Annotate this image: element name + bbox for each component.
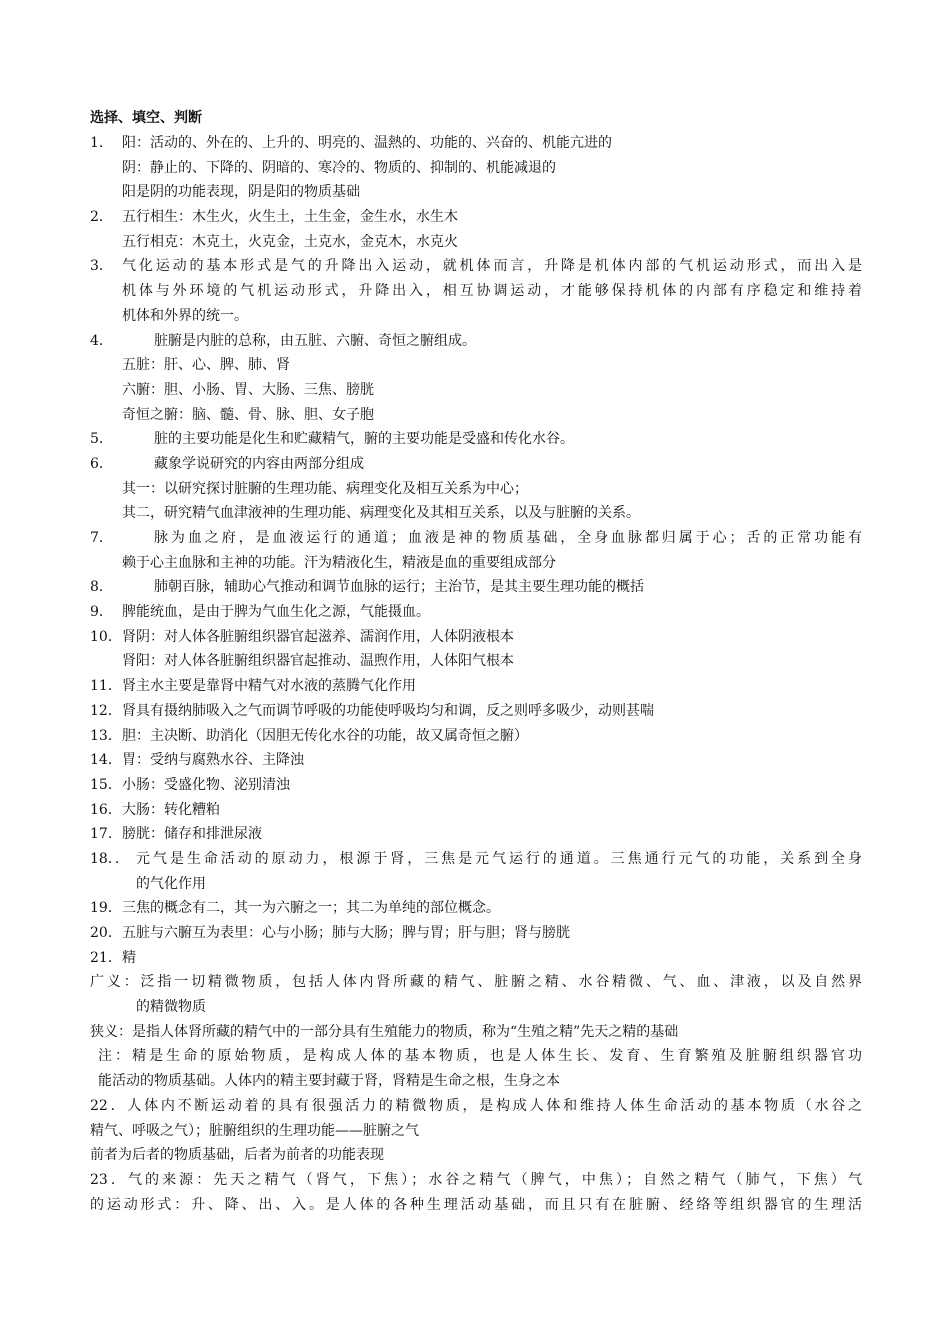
text-line (90, 970, 862, 995)
item-number: 2． (90, 209, 113, 226)
line-text: 胃：受纳与腐熟水谷、主降浊 (122, 752, 304, 769)
text-line (90, 1094, 862, 1119)
line-text: 的运动形式：升、降、出、入。是人体的各种生理活动基础，而且只有在脏腑、经络等组织器官的生理活 (90, 1196, 862, 1213)
line-text: 脉为血之府，是血液运行的通道；血液是神的物质基础，全身血脉都归属于心；舌的正常功能有 (154, 530, 862, 546)
text-line (90, 872, 862, 897)
text-line (90, 180, 862, 205)
text-line (90, 921, 862, 946)
text-line (90, 946, 862, 971)
line-text: 肾具有摄纳肺吸入之气而调节呼吸的功能使呼吸均匀和调，反之则呼多吸少，动则甚喘 (122, 702, 654, 719)
line-text: 机体和外界的统一。 (122, 307, 248, 324)
line-text: 膀胱：储存和排泄尿液 (122, 826, 262, 843)
text-line (90, 575, 862, 600)
line-text: 其一：以研究探讨脏腑的生理功能、病理变化及相互关系为中心； (122, 480, 528, 497)
text-line (90, 304, 862, 329)
item-number: 17． (90, 826, 122, 843)
text-line (90, 131, 862, 156)
line-text: 的精微物质 (136, 999, 206, 1016)
line-text: 胆：主决断、助消化（因胆无传化水谷的功能，故又属奇恒之腑） (122, 727, 528, 744)
line-text: 广义：泛指一切精微物质，包括人体内肾所藏的精气、脏腑之精、水谷精微、气、血、津液，以及自然界 (90, 974, 862, 991)
line-text: 脏腑是内脏的总称，由五脏、六腑、奇恒之腑组成。 (154, 332, 476, 349)
text-line (90, 1044, 862, 1069)
line-text: 机体与外环境的气机运动形式，升降出入，相互协调运动，才能够保持机体的内部有序稳定和维持着 (122, 283, 862, 300)
item-number: 14． (90, 752, 122, 769)
item-number: 3． (90, 258, 113, 275)
text-line (90, 822, 862, 847)
line-text: 气化运动的基本形式是气的升降出入运动，就机体而言，升降是机体内部的气机运动形式，而出入是 (122, 258, 862, 275)
line-text: 三焦的概念有二，其一为六腑之一；其二为单纯的部位概念。 (122, 900, 500, 917)
text-line (90, 378, 862, 403)
item-number: 12． (90, 702, 122, 719)
text-line (90, 1020, 862, 1045)
text-line (90, 329, 862, 354)
item-number: 15． (90, 776, 122, 793)
text-line (90, 254, 862, 279)
item-number: 6． (90, 455, 113, 472)
text-line (90, 724, 862, 749)
item-number: 11． (90, 678, 122, 695)
text-line (90, 551, 862, 576)
item-number: 1． (90, 135, 113, 151)
text-line (90, 625, 862, 650)
text-line (90, 526, 862, 551)
line-text: 阴：静止的、下降的、阴暗的、寒冷的、物质的、抑制的、机能减退的 (122, 159, 556, 176)
text-line (90, 674, 862, 699)
text-line (90, 748, 862, 773)
item-number: 4． (90, 332, 113, 349)
text-line (90, 847, 862, 872)
line-text: 五行相生：木生火，火生土，土生金，金生水，水生木 (122, 209, 458, 226)
text-line (90, 649, 862, 674)
line-text: 藏象学说研究的内容由两部分组成 (154, 455, 364, 472)
text-line (90, 427, 862, 452)
line-text: 肺朝百脉，辅助心气推动和调节血脉的运行；主治节，是其主要生理功能的概括 (154, 579, 644, 596)
line-text: 阳：活动的、外在的、上升的、明亮的、温熱的、功能的、兴奋的、机能亢进的 (122, 135, 612, 151)
text-line (90, 501, 862, 526)
line-text: 脾能统血，是由于脾为气血生化之源，气能摄血。 (122, 604, 430, 621)
text-line (90, 798, 862, 823)
text-line (90, 230, 862, 255)
text-line (90, 452, 862, 477)
item-number: 21． (90, 949, 122, 966)
text-line (90, 1168, 862, 1193)
line-text: 赖于心主血脉和主神的功能。汗为精液化生，精液是血的重要组成部分 (122, 554, 556, 571)
line-text: 阳是阴的功能表现，阴是阳的物质基础 (122, 184, 360, 201)
line-text: 精 (122, 949, 136, 966)
text-line (90, 156, 862, 181)
item-number: 13． (90, 727, 122, 744)
line-text: 肾阳：对人体各脏腑组织器官起推动、温煦作用，人体阳气根本 (122, 653, 514, 670)
item-number: 16． (90, 801, 122, 818)
text-line (90, 600, 862, 625)
line-text: 肾阴：对人体各脏腑组织器官起滋养、濡润作用，人体阴液根本 (122, 628, 514, 645)
text-line (90, 699, 862, 724)
text-line (90, 403, 862, 428)
item-number: 20． (90, 925, 122, 941)
item-number: 8． (90, 579, 113, 596)
line-text: 元气是生命活动的原动力，根源于肾，三焦是元气运行的通道。三焦通行元气的功能，关系到全身 (136, 850, 862, 867)
text-line (90, 995, 862, 1020)
text-line (90, 1143, 862, 1168)
item-number: 9． (90, 604, 113, 621)
text-line (90, 205, 862, 230)
line-text: 五脏与六腑互为表里：心与小肠；肺与大肠；脾与胃；肝与胆；肾与膀胱 (122, 925, 570, 941)
line-text: 23．气的来源：先天之精气（肾气，下焦）；水谷之精气（脾气，中焦）；自然之精气（肺气，下焦）气 (90, 1171, 862, 1188)
line-text: 五行相克：木克土，火克金，土克水，金克木，水克火 (122, 233, 458, 250)
text-line (90, 1193, 862, 1218)
line-text: 小肠：受盛化物、泌别清浊 (122, 776, 290, 793)
line-text: 其二，研究精气血津液神的生理功能、病理变化及其相互关系，以及与脏腑的关系。 (122, 505, 640, 522)
item-number: 7． (90, 530, 113, 546)
notes-list (90, 131, 862, 1217)
line-text: 的气化作用 (136, 875, 206, 892)
document-page (90, 106, 862, 1217)
line-text: 前者为后者的物质基础，后者为前者的功能表现 (90, 1147, 384, 1164)
item-number: 19． (90, 900, 122, 917)
text-line (90, 279, 862, 304)
text-line (90, 353, 862, 378)
text-line (90, 477, 862, 502)
line-text: 奇恒之腑：脑、髓、骨、脉、胆、女子胞 (122, 406, 374, 423)
text-line (90, 1069, 862, 1094)
line-text: 22．人体内不断运动着的具有很强活力的精微物质，是构成人体和维持人体生命活动的基本物质（水谷之 (90, 1097, 862, 1114)
line-text: 肾主水主要是靠肾中精气对水液的蒸腾气化作用 (122, 678, 416, 695)
line-text: 精气、呼吸之气）；脏腑组织的生理功能——脏腑之气 (90, 1122, 419, 1139)
line-text: 狭义：是指人体肾所藏的精气中的一部分具有生殖能力的物质，称为“生殖之精”先天之精的基础 (90, 1023, 679, 1040)
item-number: 18．． (90, 850, 129, 867)
item-number: 5． (90, 431, 113, 448)
line-text: 脏的主要功能是化生和贮藏精气，腑的主要功能是受盛和传化水谷。 (154, 431, 574, 448)
item-number: 10． (90, 628, 122, 645)
line-text: 能活动的物质基础。人体内的精主要封藏于肾，肾精是生命之根，生身之本 (98, 1073, 560, 1090)
line-text: 五脏：肝、心、脾、肺、肾 (122, 357, 290, 374)
line-text: 大肠：转化糟粕 (122, 801, 220, 818)
line-text: 六腑：胆、小肠、胃、大肠、三焦、膀胱 (122, 381, 374, 398)
text-line (90, 773, 862, 798)
section-heading: 选择、填空、判断 (90, 110, 202, 126)
text-line (90, 896, 862, 921)
text-line (90, 1119, 862, 1144)
line-text: 注：精是生命的原始物质，是构成人体的基本物质，也是人体生长、发育、生育繁殖及脏腑组织器官功 (98, 1048, 862, 1065)
